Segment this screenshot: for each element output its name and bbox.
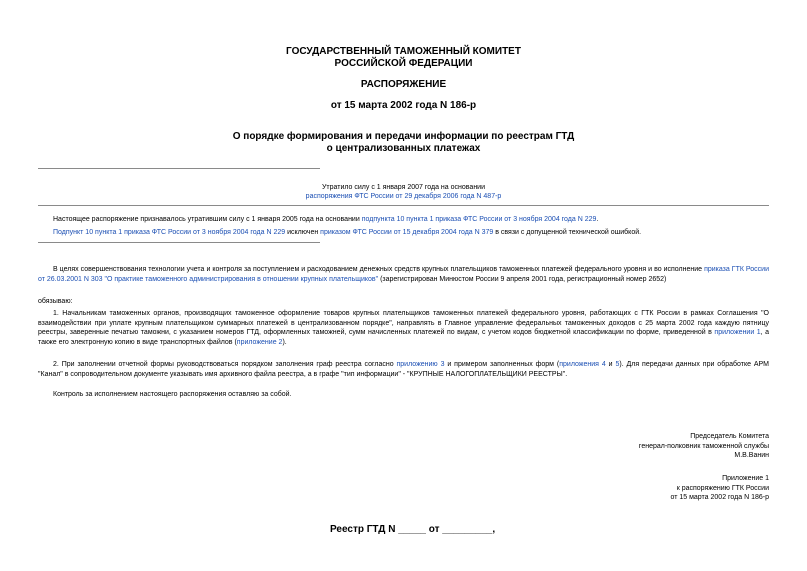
earlier-repeal-notice-line1: Настоящее распоряжение признавалось утратившим силу с 1 января 2005 года на основании подпункта 10 пункта 1 приказа ФТС России от 3 ноября 2004 года N 229. [53, 216, 599, 223]
divider [38, 205, 769, 206]
appendix-1-link[interactable]: приложении 1 [714, 329, 761, 337]
divider [38, 242, 320, 243]
appendix-block [469, 474, 769, 503]
appendix-2-link[interactable]: приложение 2 [236, 338, 283, 346]
gtk-order-303-link[interactable]: приказа ГТК России от 26.03.2001 N 303 "О практике таможенного администрирования в отношении крупных плательщиков" [38, 266, 769, 283]
subparagraph-link[interactable]: подпункта 10 пункта 1 приказа ФТС России от 3 ноября 2004 года N 229 [361, 216, 597, 223]
divider [38, 168, 320, 169]
subparagraph-link-2[interactable]: Подпункт 10 пункта 1 приказа ФТС России от 3 ноября 2004 года N 229 [53, 229, 286, 236]
signer-name: М.В.Ванин [734, 452, 769, 460]
doc-title-line1: О порядке формирования и передачи информации по реестрам ГТД [232, 131, 575, 142]
appendix-number: Приложение 1 [722, 475, 769, 482]
registry-heading: Реестр ГТД N _____ от _________, [330, 524, 496, 535]
repeal-order-link[interactable]: распоряжения ФТС России от 29 декабря 2006 года N 487-р [305, 193, 502, 200]
doc-type: РАСПОРЯЖЕНИЕ [360, 79, 447, 90]
appendix-date: от 15 марта 2002 года N 186-р [670, 494, 769, 502]
org-name-line2: РОССИЙСКОЙ ФЕДЕРАЦИИ [334, 58, 473, 69]
item-2-paragraph: 2. При заполнении отчетной формы руководствоваться порядком заполнения граф реестра согласно приложению 3 и примером заполненных форм (приложения 4 и 5). Для передачи данных при обработке АРМ "Канал" в сопроводительном документе указывать имя архивного файла реестра, а в графе "тип информации" - "КРУПНЫЕ НАЛОГОПЛАТЕЛЬЩИКИ РЕЕСТРЫ". [38, 361, 769, 378]
appendix-4-link[interactable]: приложения 4 [559, 361, 606, 368]
control-line: Контроль за исполнением настоящего распоряжения оставляю за собой. [53, 391, 292, 398]
org-name-line1: ГОСУДАРСТВЕННЫЙ ТАМОЖЕННЫЙ КОМИТЕТ [286, 46, 521, 57]
doc-title-line2: о централизованных платежах [326, 143, 481, 154]
fts-order-379-link[interactable]: приказом ФТС России от 15 декабря 2004 года N 379 [320, 229, 494, 236]
appendix-reference: к распоряжению ГТК России [676, 484, 769, 492]
signer-position: Председатель Комитета [690, 433, 769, 440]
earlier-repeal-notice-line2: Подпункт 10 пункта 1 приказа ФТС России от 3 ноября 2004 года N 229 исключен приказом ФТС России от 15 декабря 2004 года N 379 в связи с допущенной технической ошибкой. [53, 229, 642, 236]
doc-date-number: от 15 марта 2002 года N 186-р [330, 100, 477, 111]
repeal-notice-line1: Утратило силу с 1 января 2007 года на основании [321, 184, 486, 191]
appendix-5-link[interactable]: 5 [615, 361, 620, 368]
appendix-3-link[interactable]: приложению 3 [396, 361, 445, 368]
item-1-paragraph: 1. Начальникам таможенных органов, производящих таможенное оформление товаров крупных плательщиков таможенных платежей федерального уровня, работающих с ГТК России в рамках Соглашения "О взаимодействии при уплате крупным плательщиком суммарных платежей в централизованном порядке", направлять в Главное управление федеральных таможенных доходов с 25 марта 2002 года каждую пятницу реестры, заверенные печатью таможни, с указанием номеров ГТД, оформленных таможней, сумм начисленных платежей по видам, с учетом кодов бюджетной классификации по форме, приведенной в приложении 1, а также его электронную копию в виде транспортных файлов (приложение 2). [38, 310, 770, 346]
signature-block [469, 432, 769, 461]
intro-paragraph: В целях совершенствования технологии учета и контроля за поступлением и расходованием денежных средств крупных плательщиков таможенных платежей федерального уровня и во исполнение приказа ГТК России от 26.03.2001 N 303 "О практике таможенного администрирования в отношении крупных плательщиков" (зарегистрирован Минюстом России 9 апреля 2001 года, регистрационный номер 2652) [38, 266, 769, 283]
signer-rank: генерал-полковник таможенной службы [638, 442, 769, 450]
obligate-line: обязываю: [38, 298, 73, 305]
repeal-notice-line2 [0, 192, 807, 201]
